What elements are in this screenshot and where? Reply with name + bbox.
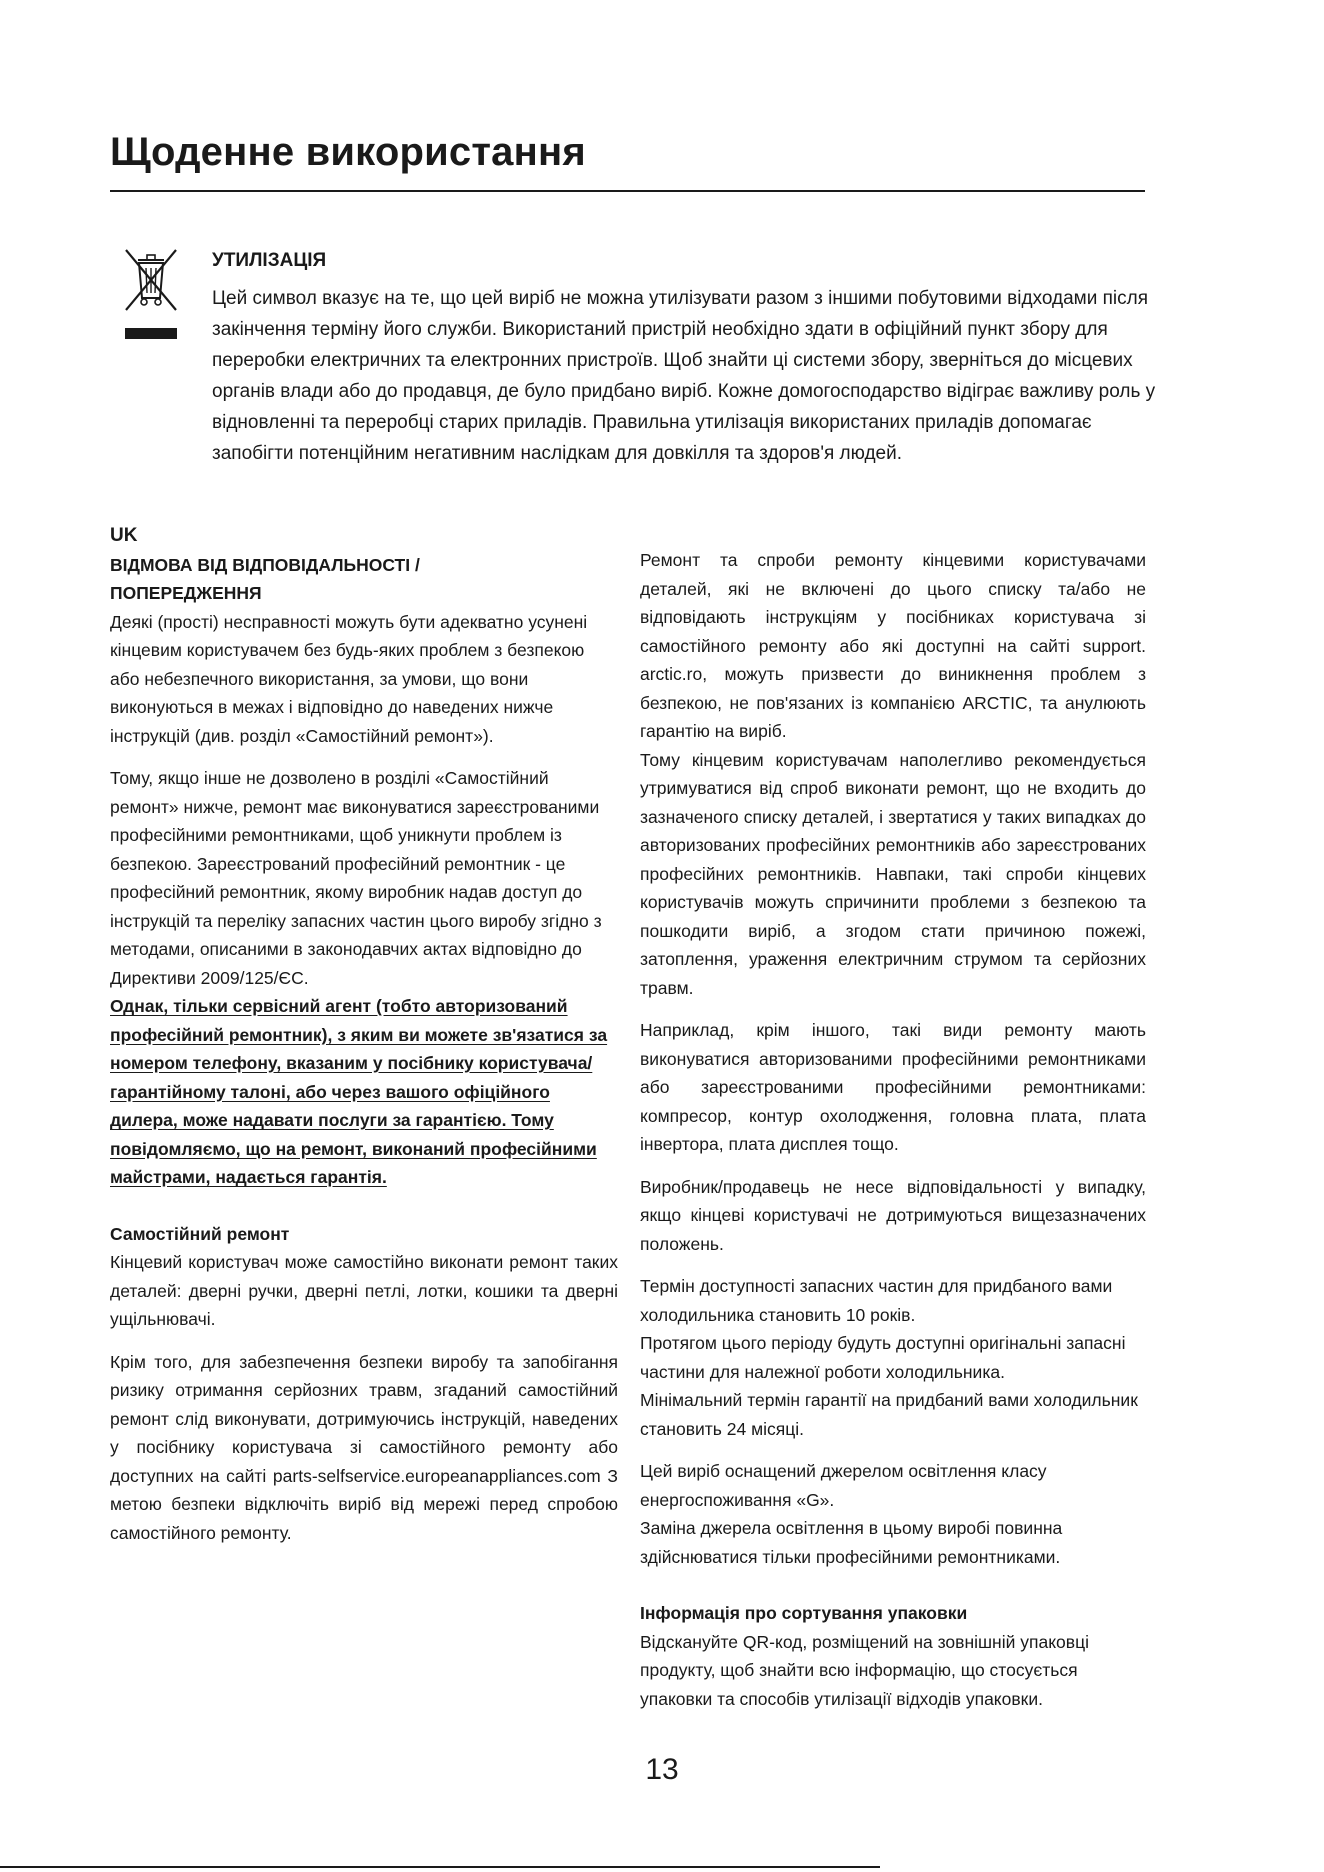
liability-paragraph: Виробник/продавець не несе відповідальності у випадку, якщо кінцеві користувачі не дотримуються вищезазначених положень.	[640, 1176, 1146, 1254]
bottom-divider	[0, 1866, 880, 1868]
spare-parts-availability-paragraph: Протягом цього періоду будуть доступні оригінальні запасні частини для належної роботи холодильника.	[640, 1333, 1126, 1382]
packaging-heading: Інформація про сортування упаковки	[640, 1603, 968, 1623]
recommendation-paragraph: Тому кінцевим користувачам наполегливо рекомендується утримуватися від спроб виконати ремонт, що не входить до зазначеного списку деталей, і звертатися у таких випадках до авторизованих професійних ремонтників або зареєстрованих професійних ремонтників. Навпаки, такі спроби кінцевих користувачів можуть спричинити проблеми з безпекою та пошкодити виріб, а згодом стати причиною пожежі, затоплення, ураження електричним струмом та серйозних травм.	[640, 749, 1146, 998]
language-tag: UK	[110, 525, 138, 546]
light-source-class-paragraph: Цей виріб оснащений джерелом освітлення класу енергоспоживання «G».	[640, 1461, 1047, 1510]
light-source-replacement-paragraph: Заміна джерела освітлення в цьому виробі повинна здійснюватися тільки професійними ремонтниками.	[640, 1518, 1063, 1567]
disposal-heading: УТИЛІЗАЦІЯ	[212, 250, 327, 271]
self-repair-heading: Самостійний ремонт	[110, 1223, 290, 1244]
disposal-text: Цей символ вказує на те, що цей виріб не можна утилізувати разом з іншими побутовими відходами після закінчення терміну його служби. Використаний пристрій необхідно здати в офіційний пункт збору для переробки електричних та електронних пристроїв. Щоб знайти ці системи збору, зверніться до місцевих органів влади або до продавця, де було придбано виріб. Кожне домогосподарство відіграє важливу роль у відновленні та переробці старих приладів. Правильна утилізація використаних приладів допомагає запобігти потенційним негативним наслідкам для довкілля та здоров'я людей.	[212, 288, 1156, 464]
disclaimer-paragraph: Деякі (прості) несправності можуть бути адекватно усунені кінцевим користувачем без будь-яких проблем з безпекою або небезпечного використання, за умови, що вони виконуються в межах і відповідно до наведених нижче інструкцій (див. розділ «Самостійний ремонт»).	[110, 611, 588, 746]
title-rule	[110, 190, 1145, 192]
packaging-paragraph: Відскануйте QR-код, розміщений на зовнішній упаковці продукту, щоб знайти всю інформацію, що стосується упаковки та способів утилізації відходів упаковки.	[640, 1631, 1089, 1709]
disclaimer-heading: ВІДМОВА ВІД ВІДПОВІДАЛЬНОСТІ / ПОПЕРЕДЖЕННЯ	[110, 554, 420, 603]
professional-repair-paragraph: Тому, якщо інше не дозволено в розділі «Самостійний ремонт» нижче, ремонт має виконуватися зареєстрованими професійними ремонтниками, щоб уникнути проблем із безпекою. Зареєстрований професійний ремонтник - це професійний ремонтник, якому виробник надав доступ до інструкцій та переліку запасних частин цього виробу згідно з методами, описаними в законодавчих актах відповідно до Директиви 2009/125/ЄС.	[110, 768, 602, 988]
right-column	[640, 546, 1146, 1713]
left-column	[110, 522, 618, 1547]
self-repair-paragraph: Кінцевий користувач може самостійно виконати ремонт таких деталей: дверні ручки, дверні петлі, лотки, кошики та дверні ущільнювачі.	[110, 1252, 618, 1329]
spare-parts-term-paragraph: Термін доступності запасних частин для придбаного вами холодильника становить 10 років.	[640, 1276, 1113, 1325]
page-title: Щоденне використання	[110, 130, 586, 174]
self-repair-safety-paragraph: Крім того, для забезпечення безпеки виробу та запобігання ризику отримання серйозних травм, згаданий самостійний ремонт слід виконувати, дотримуючись інструкцій, наведених у посібнику користувача зі самостійного ремонту або доступних на сайті parts-selfservice.europeanappliances.com З метою безпеки відключіть виріб від мережі перед спробою самостійного ремонту.	[110, 1351, 618, 1543]
unauthorized-repair-paragraph: Ремонт та спроби ремонту кінцевими користувачами деталей, які не включені до цього списку та/або не відповідають інструкціям у посібниках користувача зі самостійного ремонту або які доступні на сайті support. arctic.ro, можуть призвести до виникнення проблем з безпекою, не пов'язаних із компанією ARCTIC, та анулюють гарантію на виріб.	[640, 550, 1146, 741]
page-number: 13	[645, 1753, 679, 1786]
repair-types-paragraph: Наприклад, крім іншого, такі види ремонту мають виконуватися авторизованими професійними ремонтниками або зареєстрованими професійними ремонтниками: компресор, контур охолодження, головна плата, плата інвертора, плата дисплея тощо.	[640, 1020, 1146, 1154]
warranty-notice: Однак, тільки сервісний агент (тобто авторизований професійний ремонтник), з яким ви можете зв'язатися за номером телефону, вказаним у посібнику користувача/гарантійному талоні, або через вашого офіційного дилера, може надавати послуги за гарантією. Тому повідомляємо, що на ремонт, виконаний професійними майстрами, надається гарантія.	[110, 996, 608, 1187]
warranty-term-paragraph: Мінімальний термін гарантії на придбаний вами холодильник становить 24 місяці.	[640, 1390, 1138, 1439]
crossed-out-wheelie-bin-icon	[120, 246, 182, 346]
